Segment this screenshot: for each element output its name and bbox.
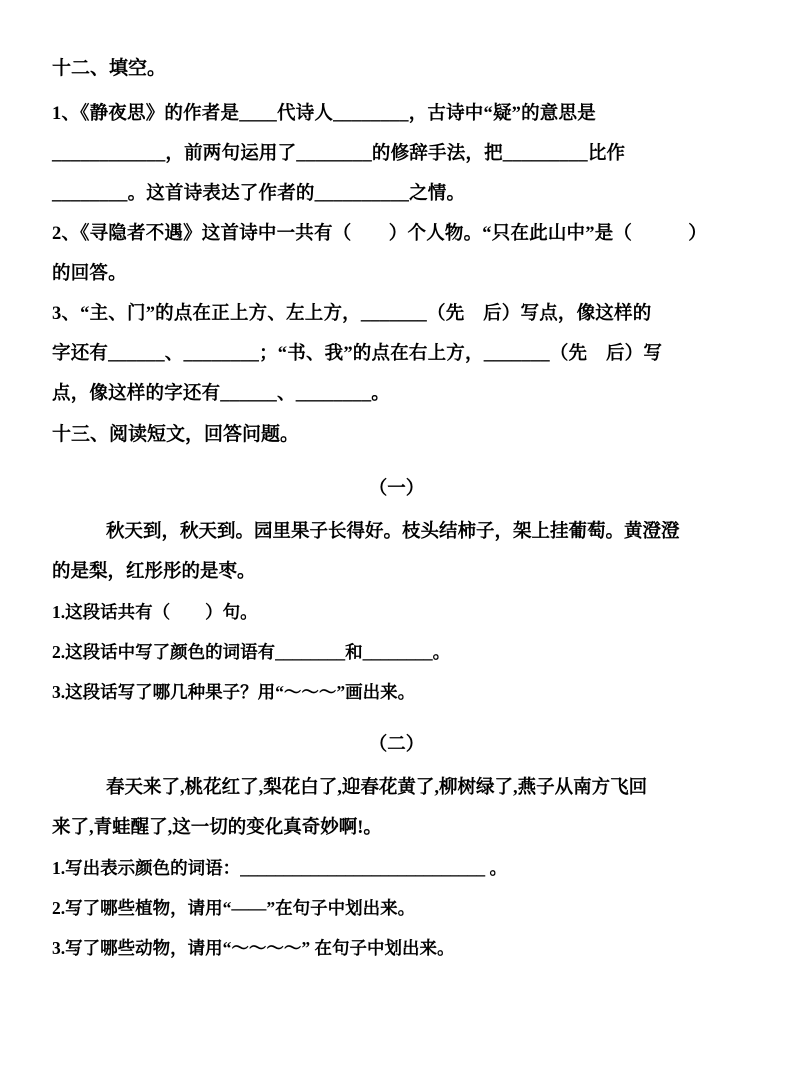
section-heading-13: 十三、阅读短文，回答问题。 [52,424,300,445]
question-12-3-line-2: 字还有______、________；“书、我”的点在右上方，_______（先 后）写 [52,344,663,364]
passage-1-questions [52,592,741,712]
passage-1-question-1: 1.这段话共有（ ）句。 [52,602,258,622]
passage-1-question-3: 3.这段话写了哪几种果子？用“～～～”画出来。 [52,682,416,702]
passage-2-text [52,768,741,848]
passage-1-text-line-1: 秋天到，秋天到。园里果子长得好。枝头结柿子，架上挂葡萄。黄澄澄 [106,522,680,542]
question-12-3-line-3: 点，像这样的字还有______、________。 [52,384,391,404]
passage-1-question-2: 2.这段话中写了颜色的词语有________和________。 [52,642,451,662]
passage-2-question-2: 2.写了哪些植物，请用“——”在句子中划出来。 [52,898,416,918]
passage-2-questions [52,848,741,968]
passage-2-text-line-1: 春天来了,桃花红了,梨花白了,迎春花黄了,柳树绿了,燕子从南方飞回 [106,778,648,798]
section-heading-12: 十二、填空。 [52,58,167,79]
spacer [52,712,741,722]
passage-2-label: （二） [368,735,425,755]
question-12-2 [52,214,741,294]
question-12-1-line-3: ________。这首诗表达了作者的__________之情。 [52,184,466,204]
question-12-1 [52,94,741,214]
question-12-1-line-1: 1、《静夜思》的作者是____代诗人________，古诗中“疑”的意思是 [52,104,596,124]
question-12-3-line-1: 3、“主、门”的点在正上方、左上方，_______（先 后）写点，像这样的 [52,304,652,324]
question-12-2-line-2: 的回答。 [52,264,127,284]
passage-2-text-line-2: 来了,青蛙醒了,这一切的变化真奇妙啊!。 [52,818,382,838]
passage-1-label: （一） [368,479,425,499]
question-12-2-line-1: 2、《寻隐者不遇》这首诗中一共有（ ）个人物。“只在此山中”是（ ） [52,224,707,244]
passage-1-text-line-2: 的是梨，红彤彤的是枣。 [52,562,256,582]
passage-2-question-3: 3.写了哪些动物，请用“～～～～” 在句子中划出来。 [52,938,455,958]
question-12-1-line-2: ____________，前两句运用了________的修辞手法，把_________比作 [52,144,626,164]
question-12-3 [52,294,741,414]
passage-2-question-1: 1.写出表示颜色的词语：____________________________ 。 [52,858,507,878]
passage-1-text [52,512,741,592]
